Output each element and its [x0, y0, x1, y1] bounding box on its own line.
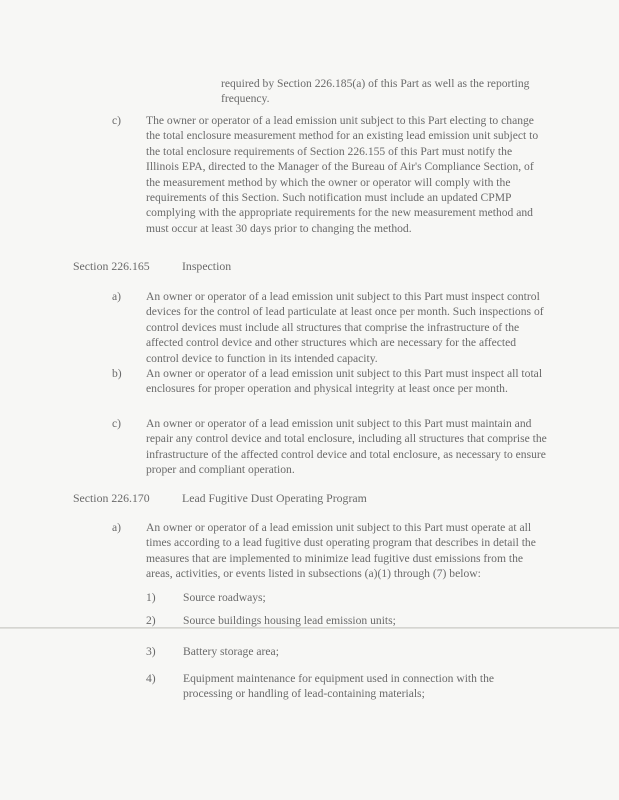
program-subitem-4-text: Equipment maintenance for equipment used in connection with the processing or handling of lead-containing materials;	[183, 672, 495, 701]
inspection-item-c-label: c)	[112, 417, 122, 430]
program-subitem-1-text: Source roadways;	[183, 591, 266, 604]
page-fold-divider	[0, 627, 619, 629]
program-subitem-4-label: 4)	[146, 672, 156, 685]
inspection-item-a-label: a)	[112, 290, 122, 303]
section-165-number: Section 226.165	[73, 259, 150, 273]
item-label-c: c)	[112, 114, 122, 127]
inspection-item-c-text: An owner or operator of a lead emission unit subject to this Part must maintain and repair any control device and total enclosure, including all structures that comprise the infrastructure of the affected control device and total enclosure, as necessary to ensure proper and compliant operation.	[146, 417, 547, 477]
program-subitem-3-text: Battery storage area;	[183, 645, 279, 658]
program-subitem-1-label: 1)	[146, 591, 156, 604]
section-170-title: Lead Fugitive Dust Operating Program	[182, 491, 367, 505]
inspection-item-b-label: b)	[112, 367, 122, 380]
inspection-item-a-text: An owner or operator of a lead emission unit subject to this Part must inspect control devices for the control of lead particulate at least once per month. Such inspections of control devices must include all structures that comprise the infrastructure of the affected control device and other structures which are necessary for the affected control device to function in its intended capacity.	[146, 290, 544, 365]
program-subitem-2-text: Source buildings housing lead emission units;	[183, 614, 396, 627]
paragraph-c-notification: The owner or operator of a lead emission unit subject to this Part electing to change the total enclosure measurement method for an existing lead emission unit subject to the total enclosure requirements of Section 226.155 of this Part must notify the Illinois EPA, directed to the Manager of the Bureau of Air's Compliance Section, of the measurement method by which the owner or operator will comply with the requirements of this Section. Such notification must include an updated CPMP complying with the appropriate requirements for the new measurement method and must occur at least 30 days prior to changing the method.	[146, 114, 539, 235]
program-subitem-3-label: 3)	[146, 645, 156, 658]
section-170-number: Section 226.170	[73, 491, 150, 505]
paragraph-continuation: required by Section 226.185(a) of this Part as well as the reporting frequency.	[221, 77, 530, 106]
program-item-a-label: a)	[112, 521, 122, 534]
program-item-a-text: An owner or operator of a lead emission unit subject to this Part must operate at all times according to a lead fugitive dust operating program that describes in detail the measures that are implemented to minimize lead fugitive dust emissions from the areas, activities, or events listed in subsections (a)(1) through (7) below:	[146, 521, 536, 581]
inspection-item-b-text: An owner or operator of a lead emission unit subject to this Part must inspect all total enclosures for proper operation and physical integrity at least once per month.	[146, 367, 543, 396]
section-165-title: Inspection	[182, 259, 232, 273]
program-subitem-2-label: 2)	[146, 614, 156, 627]
